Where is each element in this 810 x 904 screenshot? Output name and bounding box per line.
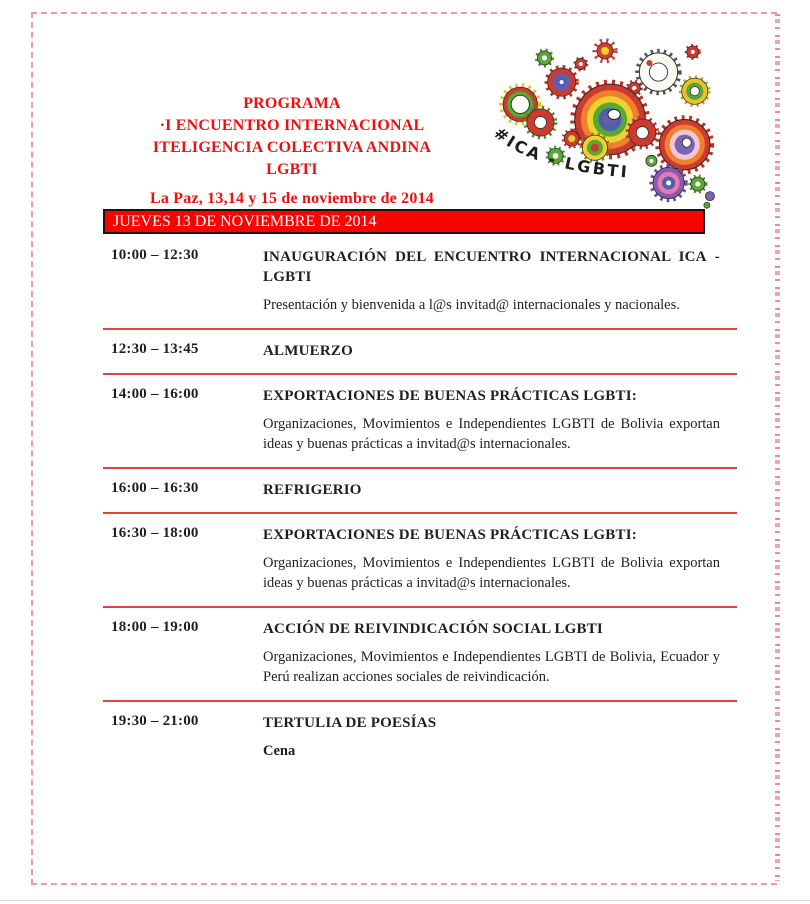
- session-cell: [263, 480, 737, 500]
- time-slot: 14:00 – 16:00: [111, 385, 199, 402]
- session-title: EXPORTACIONES DE BUENAS PRÁCTICAS LGBTI:: [263, 526, 637, 543]
- header-title-line: ·I ENCUENTRO INTERNACIONAL: [159, 117, 425, 134]
- schedule-row: [103, 328, 737, 373]
- time-slot: 18:00 – 19:00: [111, 618, 199, 635]
- session-cell: [263, 713, 737, 762]
- program-header: [118, 93, 466, 210]
- time-slot: 12:30 – 13:45: [111, 340, 199, 357]
- session-description: Organizaciones, Movimientos e Independientes LGBTI de Bolivia exportan ideas y buenas prácticas a invitad@s internacionales.: [263, 415, 720, 452]
- session-cell: [263, 525, 737, 594]
- ica-lgbti-logo: [487, 33, 719, 211]
- schedule-row: [103, 236, 737, 328]
- header-title-line: PROGRAMA: [243, 95, 341, 112]
- session-cell: [263, 341, 737, 361]
- session-description: Organizaciones, Movimientos e Independientes LGBTI de Bolivia, Ecuador y Perú realizan acciones sociales de reivindicación.: [263, 648, 720, 685]
- time-slot: 16:00 – 16:30: [111, 479, 199, 496]
- decorative-stitch-border-right: [775, 14, 780, 881]
- session-title: EXPORTACIONES DE BUENAS PRÁCTICAS LGBTI:: [263, 387, 637, 404]
- time-slot: 10:00 – 12:30: [111, 247, 199, 263]
- page-bottom-rule: [0, 900, 810, 901]
- session-title: INAUGURACIÓN DEL ENCUENTRO INTERNACIONAL ICA -LGBTI: [263, 249, 720, 285]
- session-cell: [263, 619, 737, 688]
- session-description: Organizaciones, Movimientos e Independientes LGBTI de Bolivia exportan ideas y buenas prácticas a invitad@s internacionales.: [263, 554, 720, 591]
- header-title-line: LGBTI: [266, 161, 318, 178]
- session-title: REFRIGERIO: [263, 481, 362, 498]
- session-title: ALMUERZO: [263, 342, 353, 359]
- schedule-row: [103, 606, 737, 700]
- session-description: Presentación y bienvenida a l@s invitad@ internacionales y nacionales.: [263, 297, 680, 313]
- schedule-table: [103, 236, 737, 773]
- day-banner-label: JUEVES 13 DE NOVIEMBRE DE 2014: [113, 213, 377, 230]
- time-slot: 19:30 – 21:00: [111, 712, 199, 729]
- session-cell: [263, 247, 737, 316]
- day-banner: [103, 209, 705, 234]
- schedule-row: [103, 373, 737, 467]
- event-date-location: La Paz, 13,14 y 15 de noviembre de 2014: [150, 190, 434, 207]
- schedule-row: [103, 512, 737, 606]
- session-title: TERTULIA DE POESÍAS: [263, 714, 437, 731]
- schedule-row: [103, 700, 737, 774]
- logo-text: #ICA - LGBTI: [490, 123, 630, 182]
- session-cell: [263, 386, 737, 455]
- session-description: Cena: [263, 742, 296, 759]
- rainbow-gears-logo-art: [487, 33, 719, 211]
- header-title-line: ITELIGENCIA COLECTIVA ANDINA: [152, 139, 432, 156]
- schedule-row: [103, 467, 737, 512]
- time-slot: 16:30 – 18:00: [111, 524, 199, 541]
- session-title: ACCIÓN DE REIVINDICACIÓN SOCIAL LGBTI: [263, 620, 603, 637]
